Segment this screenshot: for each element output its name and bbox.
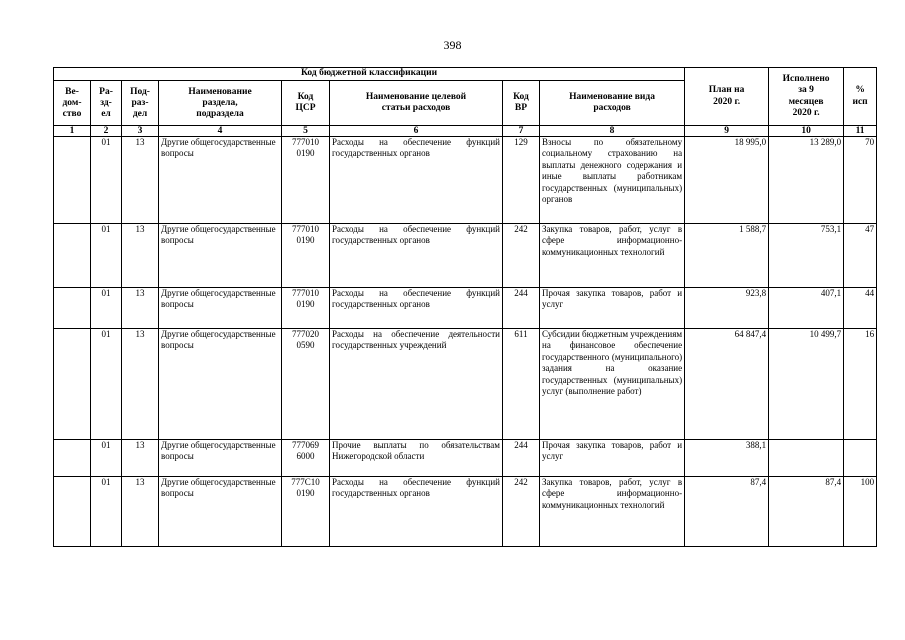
cell-target-name: Расходы на обеспечение функций государственных органов [330,224,503,288]
cell-csr: 777010 0190 [282,224,330,288]
cell-csr: 777010 0190 [282,137,330,224]
cell-target-name: Расходы на обеспечение функций государственных органов [330,477,503,547]
cell-razdel: 01 [91,440,122,477]
cell-vedomstvo [54,329,91,440]
cell-plan: 388,1 [685,440,769,477]
column-header-plan: План на 2020 г. [685,68,769,126]
cell-expense-name: Субсидии бюджетным учреждениям на финансовое обеспечение государственного (муниципального) задания на оказание государственных (муниципальных) услуг (выполнение работ) [540,329,685,440]
cell-podrazdel: 13 [122,477,159,547]
column-header-vedomstvo: Ве- дом- ство [54,81,91,126]
cell-target-name: Расходы на обеспечение функций государственных органов [330,288,503,329]
cell-podrazdel: 13 [122,224,159,288]
cell-section-name: Другие общегосударственные вопросы [159,329,282,440]
cell-podrazdel: 13 [122,440,159,477]
cell-razdel: 01 [91,137,122,224]
cell-podrazdel: 13 [122,137,159,224]
cell-section-name: Другие общегосударственные вопросы [159,477,282,547]
cell-target-name: Расходы на обеспечение деятельности государственных учреждений [330,329,503,440]
cell-vr: 244 [503,440,540,477]
cell-section-name: Другие общегосударственные вопросы [159,288,282,329]
cell-vr: 242 [503,224,540,288]
cell-vedomstvo [54,288,91,329]
column-index: 8 [540,126,685,137]
table-column-index-row [54,126,877,137]
cell-vr: 129 [503,137,540,224]
column-index: 4 [159,126,282,137]
cell-percent [844,440,877,477]
cell-expense-name: Взносы по обязательному социальному страхованию на выплаты денежного содержания и иные выплаты работникам государственных (муниципальных) органов [540,137,685,224]
column-index: 10 [769,126,844,137]
cell-csr: 777069 6000 [282,440,330,477]
column-header-section-name: Наименование раздела, подраздела [159,81,282,126]
cell-expense-name: Закупка товаров, работ, услуг в сфере информационно-коммуникационных технологий [540,477,685,547]
cell-plan: 923,8 [685,288,769,329]
cell-percent: 16 [844,329,877,440]
cell-csr: 777020 0590 [282,329,330,440]
table-row [54,329,877,440]
budget-classification-header: Код бюджетной классификации [54,68,685,81]
cell-plan: 87,4 [685,477,769,547]
column-index: 9 [685,126,769,137]
column-index: 3 [122,126,159,137]
cell-executed: 13 289,0 [769,137,844,224]
cell-executed [769,440,844,477]
table-group-header-row [54,68,877,81]
cell-razdel: 01 [91,224,122,288]
cell-section-name: Другие общегосударственные вопросы [159,440,282,477]
cell-plan: 18 995,0 [685,137,769,224]
cell-podrazdel: 13 [122,329,159,440]
column-index: 7 [503,126,540,137]
cell-podrazdel: 13 [122,288,159,329]
cell-expense-name: Прочая закупка товаров, работ и услуг [540,288,685,329]
cell-vedomstvo [54,440,91,477]
column-index: 6 [330,126,503,137]
cell-percent: 100 [844,477,877,547]
cell-percent: 44 [844,288,877,329]
cell-vr: 244 [503,288,540,329]
budget-table [53,67,877,547]
cell-percent: 70 [844,137,877,224]
cell-executed: 753,1 [769,224,844,288]
cell-vr: 242 [503,477,540,547]
column-index: 11 [844,126,877,137]
cell-expense-name: Закупка товаров, работ, услуг в сфере информационно-коммуникационных технологий [540,224,685,288]
cell-section-name: Другие общегосударственные вопросы [159,224,282,288]
cell-vedomstvo [54,224,91,288]
cell-razdel: 01 [91,477,122,547]
cell-target-name: Прочие выплаты по обязательствам Нижегородской области [330,440,503,477]
cell-csr: 777010 0190 [282,288,330,329]
column-index: 5 [282,126,330,137]
column-header-executed: Исполнено за 9 месяцев 2020 г. [769,68,844,126]
table-row [54,224,877,288]
column-header-vr: Код ВР [503,81,540,126]
column-header-razdel: Ра- зд- ел [91,81,122,126]
cell-section-name: Другие общегосударственные вопросы [159,137,282,224]
cell-plan: 64 847,4 [685,329,769,440]
cell-csr: 777С10 0190 [282,477,330,547]
cell-razdel: 01 [91,329,122,440]
table-row [54,440,877,477]
cell-percent: 47 [844,224,877,288]
cell-target-name: Расходы на обеспечение функций государственных органов [330,137,503,224]
cell-plan: 1 588,7 [685,224,769,288]
table-row [54,137,877,224]
column-index: 1 [54,126,91,137]
page-number: 398 [443,38,462,52]
cell-vedomstvo [54,477,91,547]
column-header-expense-name: Наименование вида расходов [540,81,685,126]
cell-razdel: 01 [91,288,122,329]
column-header-target-name: Наименование целевой статьи расходов [330,81,503,126]
column-header-csr: Код ЦСР [282,81,330,126]
table-row [54,288,877,329]
table-row [54,477,877,547]
column-header-podrazdel: Под- раз- дел [122,81,159,126]
cell-executed: 87,4 [769,477,844,547]
cell-expense-name: Прочая закупка товаров, работ и услуг [540,440,685,477]
cell-vedomstvo [54,137,91,224]
cell-executed: 10 499,7 [769,329,844,440]
cell-executed: 407,1 [769,288,844,329]
column-index: 2 [91,126,122,137]
column-header-percent: % исп [844,68,877,126]
cell-vr: 611 [503,329,540,440]
